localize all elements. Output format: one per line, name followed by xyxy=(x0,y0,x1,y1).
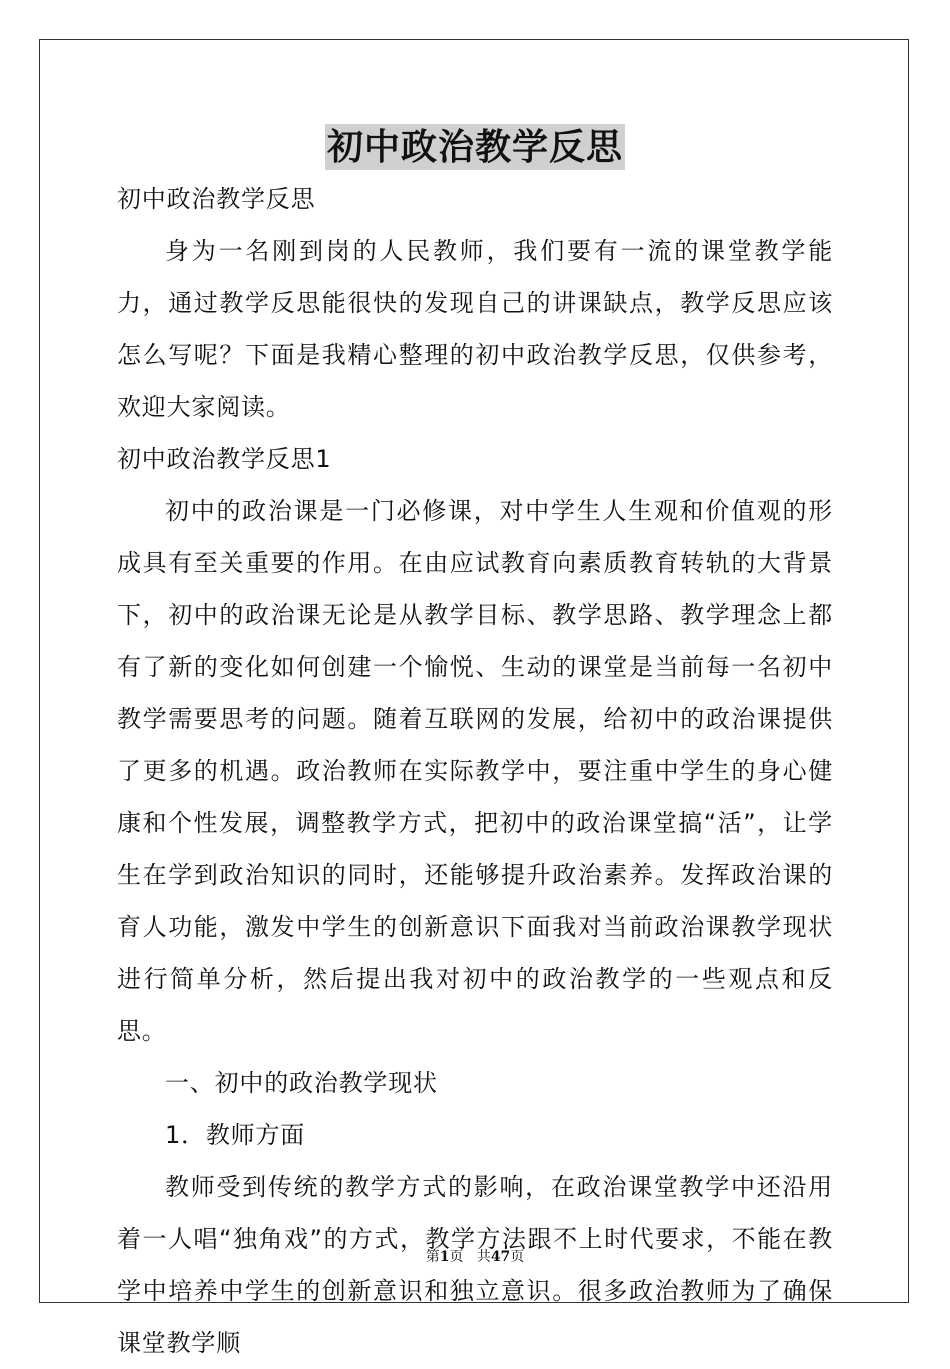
paragraph: 教师受到传统的教学方式的影响，在政治课堂教学中还沿用着一人唱“独角戏”的方式，教学方法跟不上时代要求，不能在教学中培养中学生的创新意识和独立意识。很多政治教师为了确保课堂教学顺 xyxy=(117,1173,833,1357)
paragraph: 初中政治教学反思 xyxy=(117,185,316,213)
footer-total-prefix: 共 xyxy=(476,1249,491,1265)
title-container xyxy=(0,124,950,170)
document-title: 初中政治教学反思 xyxy=(326,126,623,168)
paragraph: 身为一名刚到岗的人民教师，我们要有一流的课堂教学能力，通过教学反思能很快的发现自己的讲课缺点，教学反思应该怎么写呢？下面是我精心整理的初中政治教学反思，仅供参考，欢迎大家阅读。 xyxy=(117,237,833,421)
footer-prefix: 第 xyxy=(425,1249,440,1265)
footer-page-suffix: 页 xyxy=(449,1249,464,1265)
page-footer xyxy=(0,1246,950,1266)
total-pages-number: 47 xyxy=(490,1249,511,1265)
document-body xyxy=(117,173,833,1369)
current-page-number: 1 xyxy=(439,1249,450,1265)
footer-total-suffix: 页 xyxy=(510,1249,525,1265)
paragraph: 初中的政治课是一门必修课，对中学生人生观和价值观的形成具有至关重要的作用。在由应试教育向素质教育转轨的大背景下，初中的政治课无论是从教学目标、教学思路、教学理念上都有了新的变化如何创建一个愉悦、生动的课堂是当前每一名初中教学需要思考的问题。随着互联网的发展，给初中的政治课提供了更多的机遇。政治教师在实际教学中，要注重中学生的身心健康和个性发展，调整教学方式，把初中的政治课堂搞“活”，让学生在学到政治知识的同时，还能够提升政治素养。发挥政治课的育人功能，激发中学生的创新意识下面我对当前政治课教学现状进行简单分析，然后提出我对初中的政治教学的一些观点和反思。 xyxy=(117,497,833,1045)
section-heading: 初中政治教学反思1 xyxy=(117,445,332,473)
section-heading: 一、初中的政治教学现状 xyxy=(165,1069,438,1097)
subsection-heading: 1．教师方面 xyxy=(165,1121,306,1149)
